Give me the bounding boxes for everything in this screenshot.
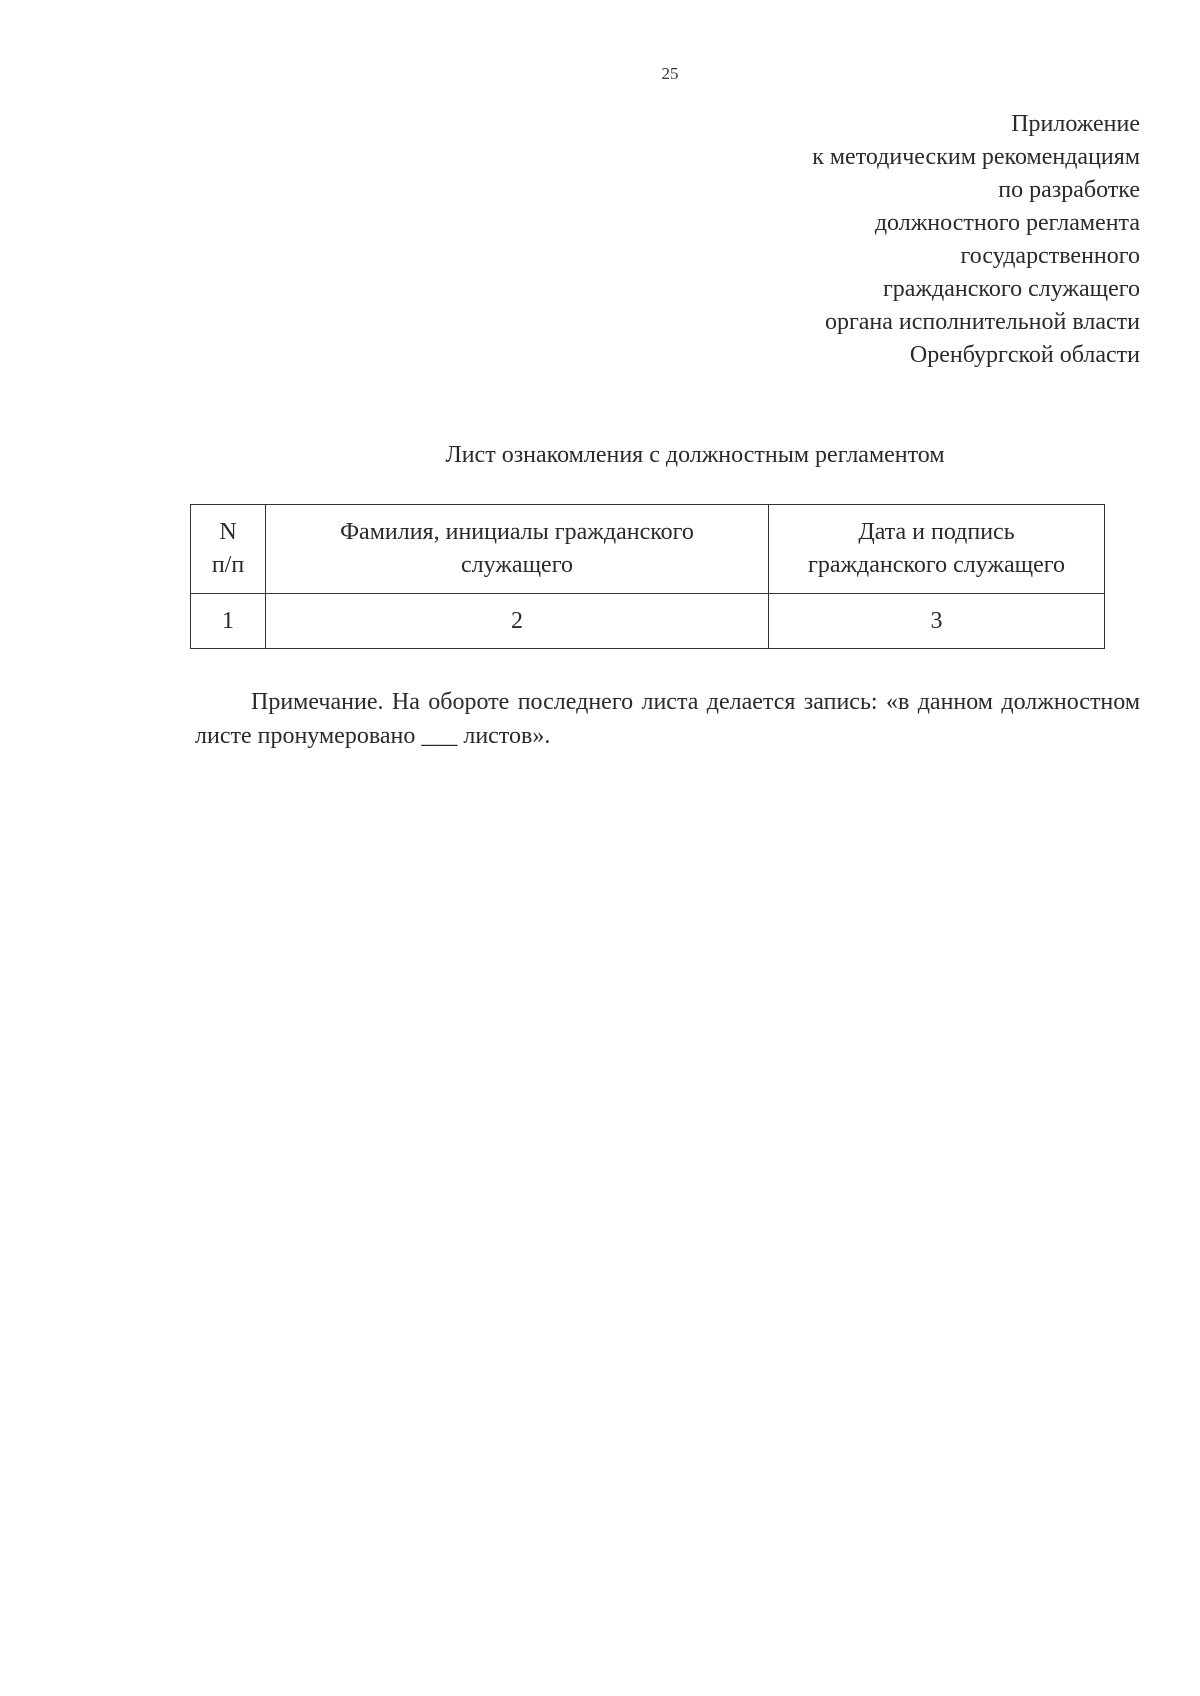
- sheet-title: Лист ознакомления с должностным регламентом: [445, 442, 945, 468]
- header-date-signature-line2: гражданского служащего: [807, 552, 1066, 578]
- header-number: [191, 505, 266, 594]
- appendix-line: должностного регламента: [874, 210, 1140, 236]
- page-number: 25: [661, 64, 679, 83]
- header-full-name: [266, 505, 769, 594]
- table-cell: 2: [266, 594, 769, 649]
- table-cell: 1: [191, 594, 266, 649]
- header-full-name-line1: Фамилия, инициалы гражданского: [340, 519, 694, 545]
- appendix-line: по разработке: [998, 177, 1140, 203]
- appendix-line: Приложение: [1011, 111, 1140, 137]
- header-number-line1: N: [219, 519, 237, 545]
- header-full-name-line2: служащего: [461, 552, 573, 578]
- header-date-signature: [769, 505, 1105, 594]
- table-row: [191, 594, 1105, 649]
- appendix-line: гражданского служащего: [882, 276, 1140, 302]
- note-paragraph: Примечание. На обороте последнего листа делается запись: «в данном должностном листе пронумеровано ___ листов».: [195, 689, 1140, 749]
- appendix-header: [812, 108, 1140, 372]
- table-header-row: [191, 505, 1105, 594]
- appendix-line: Оренбургской области: [909, 342, 1140, 368]
- appendix-line: государственного: [960, 243, 1140, 269]
- table-cell: 3: [769, 594, 1105, 649]
- acknowledgement-table: [190, 504, 1105, 649]
- header-date-signature-line1: Дата и подпись: [858, 519, 1015, 545]
- appendix-line: к методическим рекомендациям: [812, 144, 1140, 170]
- header-number-line2: п/п: [211, 552, 245, 578]
- appendix-line: органа исполнительной власти: [824, 309, 1140, 335]
